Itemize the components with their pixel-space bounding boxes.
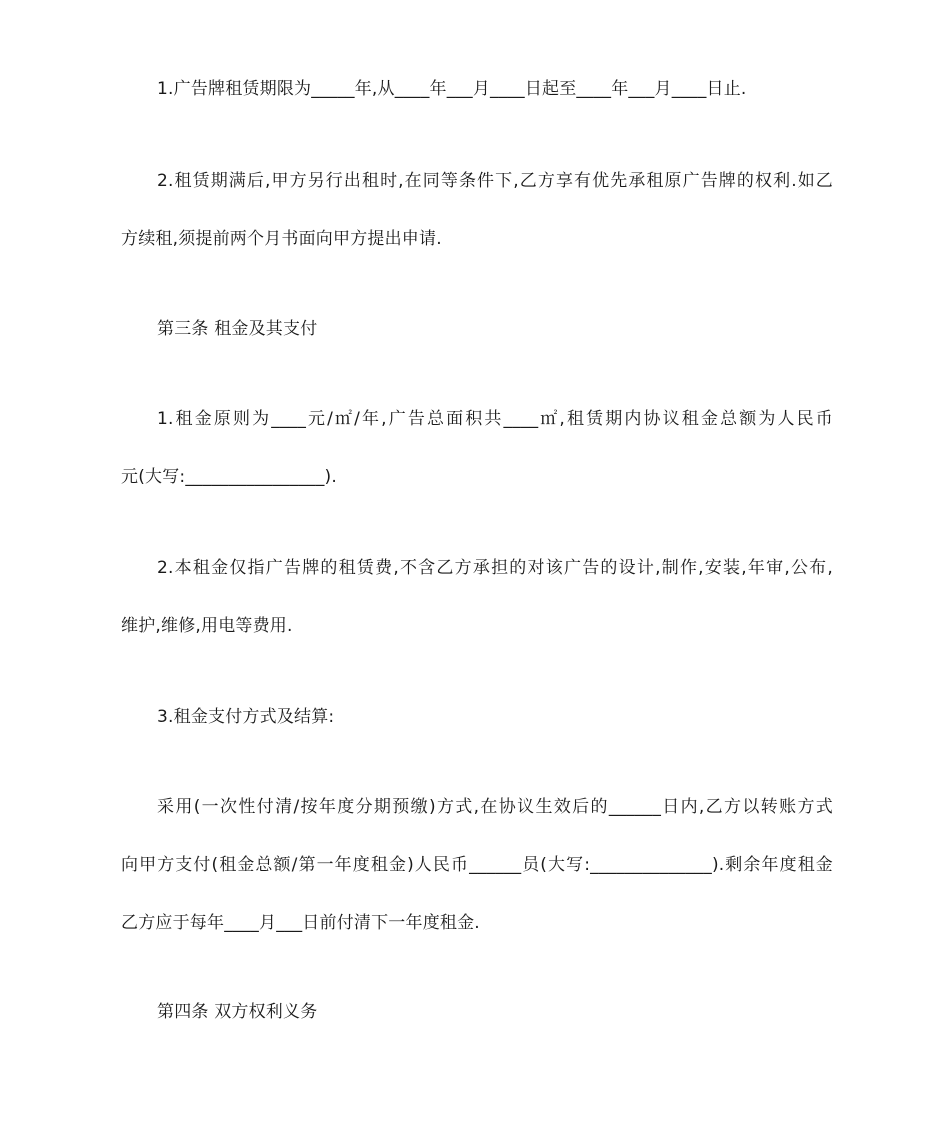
rent-rate-clause-line-1: 1.租金原则为____元/㎡/年,广告总面积共____㎡,租赁期内协议租金总额为人民币 xyxy=(157,409,833,429)
rent-scope-clause-line-1: 2.本租金仅指广告牌的租赁费,不含乙方承担的对该广告的设计,制作,安装,年审,公布, xyxy=(157,558,833,578)
payment-method-heading: 3.租金支付方式及结算: xyxy=(157,707,335,727)
rent-scope-clause-line-2: 维护,维修,用电等费用. xyxy=(121,616,293,636)
renewal-clause-line-1: 2.租赁期满后,甲方另行出租时,在同等条件下,乙方享有优先承租原广告牌的权利.如乙 xyxy=(157,171,833,191)
payment-clause-line-1: 采用(一次性付清/按年度分期预缴)方式,在协议生效后的______日内,乙方以转账方式 xyxy=(157,797,833,817)
article-3-heading: 第三条 租金及其支付 xyxy=(157,319,318,339)
payment-clause-line-2: 向甲方支付(租金总额/第一年度租金)人民币______员(大写:______________).剩余年度租金 xyxy=(121,855,833,875)
renewal-clause-line-2: 方续租,须提前两个月书面向甲方提出申请. xyxy=(121,229,442,249)
payment-clause-line-3: 乙方应于每年____月___日前付清下一年度租金. xyxy=(121,913,480,933)
lease-term-clause: 1.广告牌租赁期限为_____年,从____年___月____日起至____年___月____日止. xyxy=(157,79,747,99)
rent-rate-clause-line-2: 元(大写:________________). xyxy=(121,467,337,487)
article-4-heading: 第四条 双方权利义务 xyxy=(157,1002,318,1022)
